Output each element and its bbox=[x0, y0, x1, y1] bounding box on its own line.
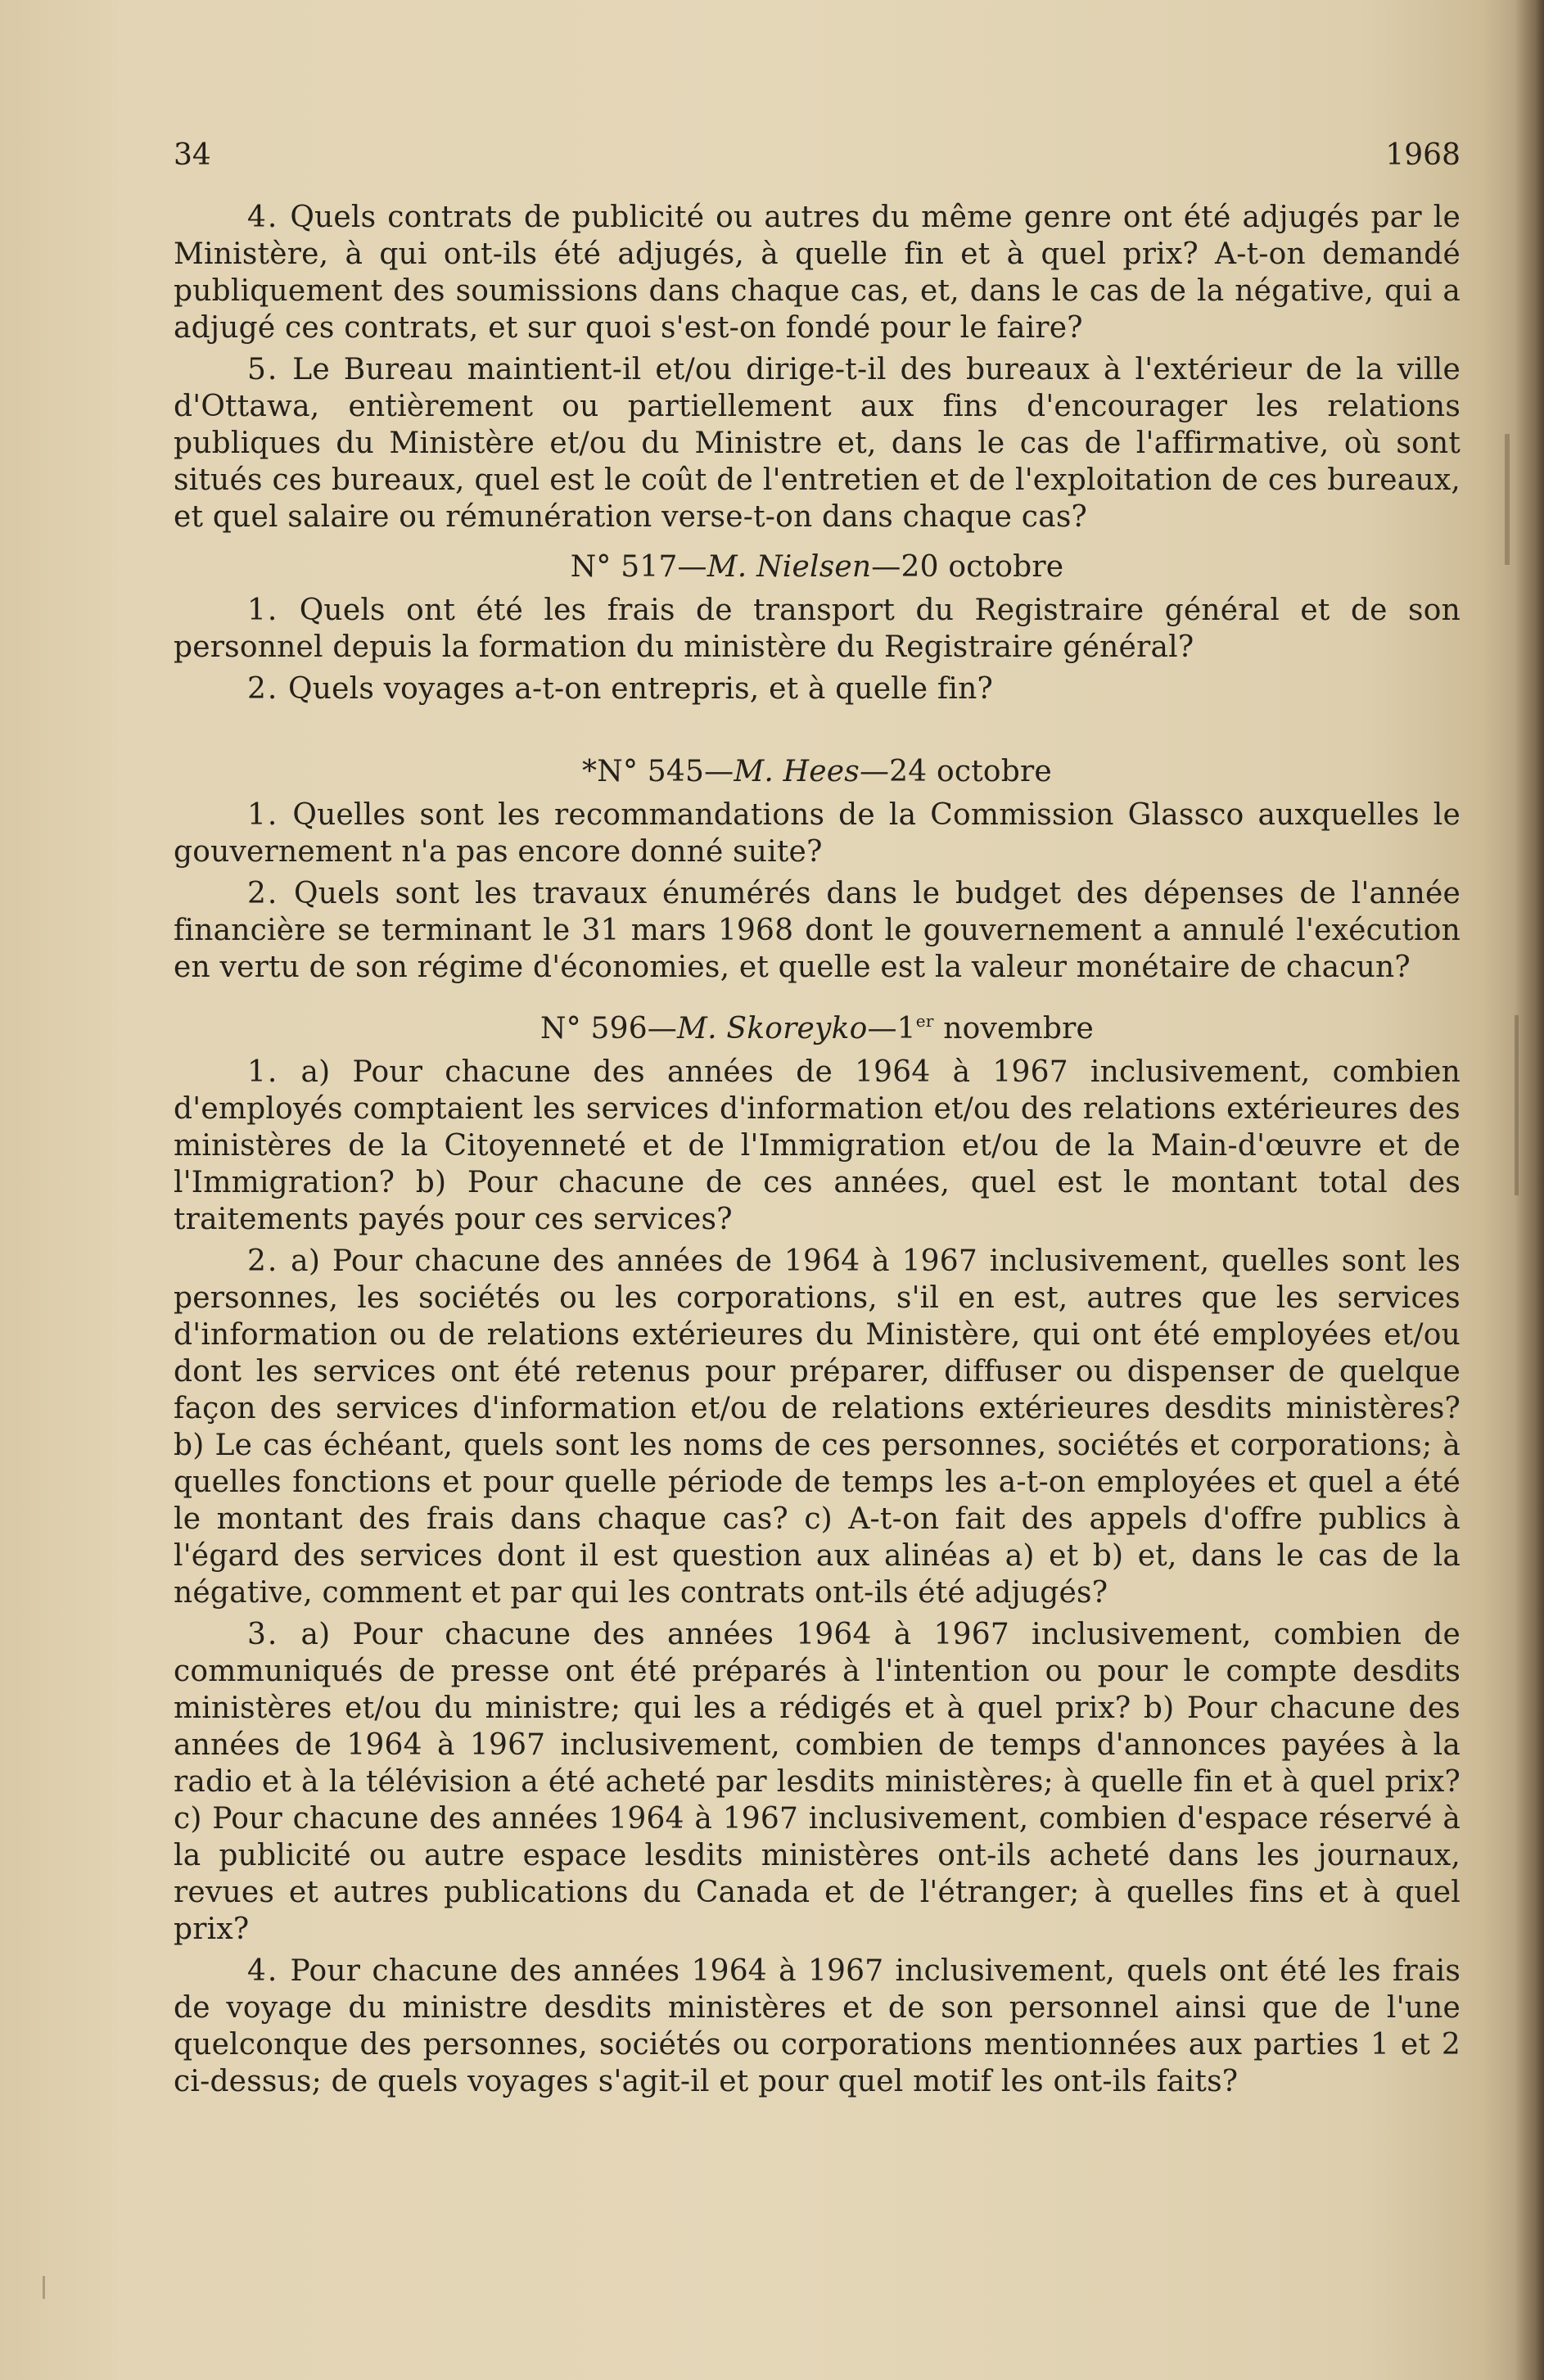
item-number: 4. bbox=[247, 201, 279, 234]
page-edge-shadow bbox=[1515, 0, 1544, 2380]
question-heading-596 bbox=[174, 1010, 1460, 1047]
paragraph-text: a) Pour chacune des années de 1964 à 1967 inclusivement, combien d'employés comptaient les services d'information et/ou des relations extérieures des ministères de la Citoyenneté et de l'Immigration et/ou de la Main-d'œuvre et de l'Immigration? b) Pour chacune de ces années, quel est le montant total des traitements payés pour ces services? bbox=[174, 1055, 1460, 1236]
paragraph-text: Quels ont été les frais de transport du Registraire général et de son personnel depuis la formation du ministère du Registraire général? bbox=[174, 594, 1460, 664]
member-name: M. Hees bbox=[734, 755, 860, 788]
member-name: M. Nielsen bbox=[707, 550, 872, 584]
item-number: 5. bbox=[247, 353, 279, 386]
paragraph bbox=[174, 1054, 1460, 1238]
question-heading-517 bbox=[174, 549, 1460, 585]
question-number: N° 517— bbox=[570, 550, 707, 584]
paragraph bbox=[174, 1616, 1460, 1948]
question-date: novembre bbox=[933, 1012, 1095, 1045]
paragraph-text: Le Bureau maintient-il et/ou dirige-t-il des bureaux à l'extérieur de la ville d'Ottawa, entièrement ou partiellement aux fins d'encourager les relations publiques du Ministère et/ou du Ministre et, dans le cas de l'affirmative, où sont situés ces bureaux, quel est le coût de l'entretien et de l'exploitation de ces bureaux, et quel salaire ou rémunération verse-t-on dans chaque cas? bbox=[174, 353, 1460, 534]
question-heading-545 bbox=[174, 753, 1460, 790]
question-number: *N° 545— bbox=[582, 755, 734, 788]
item-number: 1. bbox=[247, 594, 279, 627]
paragraph-text: a) Pour chacune des années 1964 à 1967 inclusivement, combien de communiqués de presse ont été préparés à l'intention ou pour le compte desdits ministères et/ou du ministre; qui les a rédigés et à quel prix? b) Pour chacune des années de 1964 à 1967 inclusivement, combien de temps d'annonces payées à la radio et à la télévision a été acheté par lesdits ministères; à quelle fin et à quel prix? c) Pour chacune des années 1964 à 1967 inclusivement, combien d'espace réservé à la publicité ou autre espace lesdits ministères ont-ils acheté dans les journaux, revues et autres publications du Canada et de l'étranger; à quelles fins et à quel prix? bbox=[174, 1618, 1460, 1946]
paragraph-text: Quels contrats de publicité ou autres du même genre ont été adjugés par le Ministère, à qui ont-ils été adjugés, à quelle fin et à quel prix? A-t-on demandé publiquement des soumissions dans chaque cas, et, dans le cas de la négative, qui a adjugé ces contrats, et sur quoi s'est-on fondé pour le faire? bbox=[174, 201, 1460, 345]
paragraph-text: a) Pour chacune des années de 1964 à 1967 inclusivement, quelles sont les personnes, les sociétés ou les corporations, s'il en est, autres que les services d'information ou de relations extérieures du Ministère, qui ont été employées et/ou dont les services ont été retenus pour préparer, diffuser ou dispenser de quelque façon des services d'information et/ou de relations extérieures desdits ministères? b) Le cas échéant, quels sont les noms de ces personnes, sociétés et corporations; à quelles fonctions et pour quelle période de temps les a-t-on employées et quel a été le montant des frais dans chaque cas? c) A-t-on fait des appels d'offre publics à l'égard des services dont il est question aux alinéas a) et b) et, dans le cas de la négative, comment et par qui les contrats ont-ils été adjugés? bbox=[174, 1244, 1460, 1610]
paragraph bbox=[174, 797, 1460, 870]
page-number: 34 bbox=[174, 138, 211, 172]
paragraph bbox=[174, 875, 1460, 986]
paragraph-text: Quels sont les travaux énumérés dans le budget des dépenses de l'année financière se terminant le 31 mars 1968 dont le gouvernement a annulé l'exécution en vertu de son régime d'économies, et quelle est la valeur monétaire de chacun? bbox=[174, 877, 1460, 984]
ordinal-suffix: er bbox=[915, 1011, 934, 1031]
paragraph-text: Quelles sont les recommandations de la Commission Glassco auxquelles le gouvernement n'a pas encore donné suite? bbox=[174, 798, 1460, 869]
binding-mark bbox=[1515, 1015, 1519, 1195]
question-day: —1 bbox=[867, 1012, 916, 1045]
paragraph-text: Quels voyages a-t-on entrepris, et à quelle fin? bbox=[278, 672, 994, 706]
paragraph bbox=[174, 1953, 1460, 2100]
item-number: 1. bbox=[247, 1055, 279, 1089]
item-number: 2. bbox=[247, 877, 279, 910]
question-date: —24 octobre bbox=[859, 755, 1052, 788]
page-year: 1968 bbox=[1385, 138, 1460, 172]
paragraph bbox=[174, 351, 1460, 535]
running-head bbox=[174, 136, 1460, 175]
member-name: M. Skoreyko bbox=[677, 1012, 868, 1045]
page-body bbox=[174, 199, 1460, 2105]
item-number: 2. bbox=[247, 672, 279, 706]
item-number: 3. bbox=[247, 1618, 279, 1651]
item-number: 4. bbox=[247, 1954, 279, 1988]
binding-mark bbox=[1505, 434, 1510, 565]
question-number: N° 596— bbox=[539, 1012, 678, 1045]
item-number: 2. bbox=[247, 1244, 279, 1278]
paragraph bbox=[174, 592, 1460, 666]
paragraph-text: Pour chacune des années 1964 à 1967 inclusivement, quels ont été les frais de voyage du ministre desdits ministères et de son personnel ainsi que de l'une quelconque des personnes, sociétés ou corporations mentionnées aux parties 1 et 2 ci-dessus; de quels voyages s'agit-il et pour quel motif les ont-ils faits? bbox=[174, 1954, 1460, 2098]
paragraph bbox=[174, 1243, 1460, 1611]
scan-speck bbox=[43, 2276, 45, 2299]
paragraph bbox=[174, 671, 1460, 707]
item-number: 1. bbox=[247, 798, 279, 832]
paragraph bbox=[174, 199, 1460, 346]
question-date: —20 octobre bbox=[871, 550, 1064, 584]
